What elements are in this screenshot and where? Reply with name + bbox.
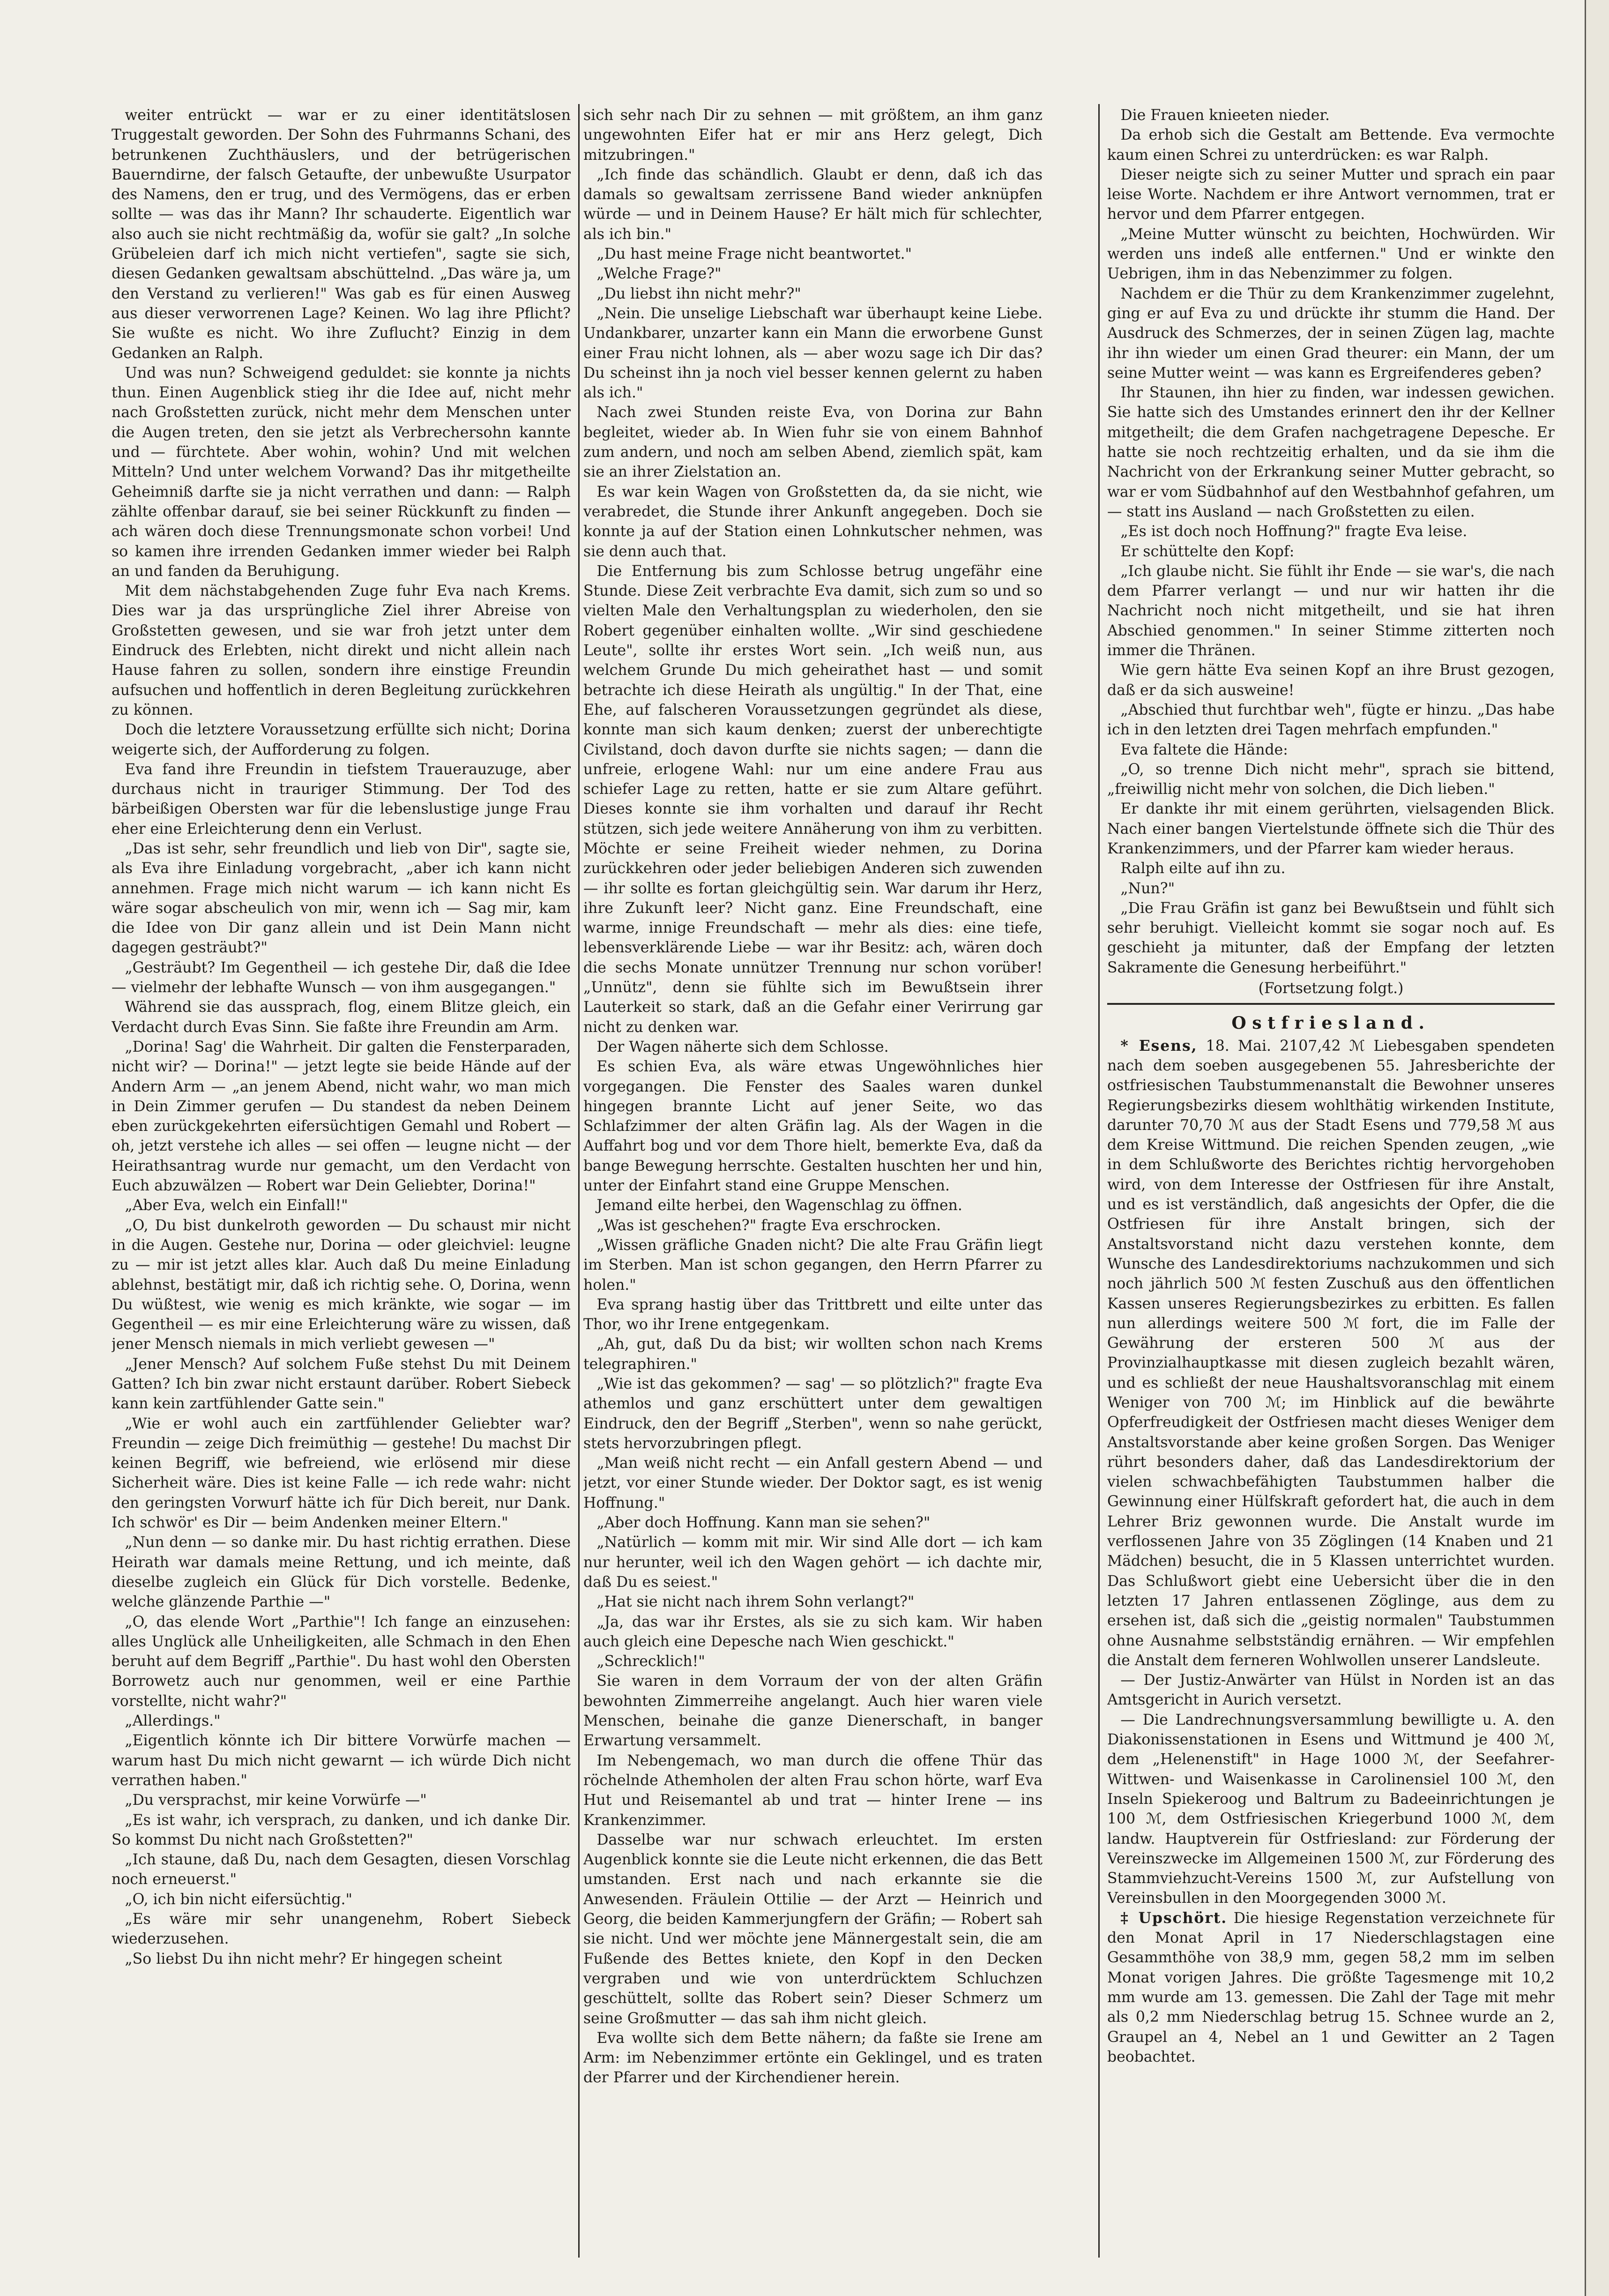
paragraph [583, 284, 1043, 304]
paragraph-text: 18. Mai. 2107,42 ℳ Liebesgaben spendeten nach dem soeben ausgegebenen 55. Jahresberichte der ostfriesischen Taubstummenanstalt die Bewohner unseres Regierungsbezirks diesem wohlthätig wirkenden Institute, darunter 70,70 ℳ aus der Stadt Esens und 779,58 ℳ aus dem Kreise Wittmund. Die reichen Spenden zeugen, „wie in dem Schlußworte des Berichtes richtig hervorgehoben wird, von dem Interesse der Ostfriesen für ihre Anstalt, und es ist verständlich, daß angesichts der Opfer, die die Ostfriesen für ihre Anstalt bringen, sich der Anstaltsvorstand nicht dazu verstehen konnte, dem Wunsche des Landesdirektoriums nachzukommen und sich noch jährlich 500 ℳ festen Zuschuß aus den öffentlichen Kassen unseres Regierungsbezirkes zu erbitten. Es fallen nun allerdings weitere 500 ℳ fort, die im Falle der Gewährung der ersteren 500 ℳ aus der Provinzialhauptkasse mit diesen zugleich bezahlt wären, und es schließt der neue Haushaltsvoranschlag mit einem Weniger von 700 ℳ; im Hinblick auf die bewährte Opferfreudigkeit der Ostfriesen macht dieses Weniger dem Anstaltsvorstande aber keine großen Sorgen. Das Weniger rührt besonders daher, daß das Landesdirektorium der vielen schwachbefähigten Taubstummen halber die Gewinnung einer Hülfskraft gefordert hat, die auch in dem Lehrer Briz gewonnen wurde. Die Anstalt wurde im verflossenen Jahre von 35 Zöglingen (14 Knaben und 21 Mädchen) besucht, die in 5 Klassen unterrichtet wurden. Das Schlußwort giebt eine Uebersicht über die in den letzten 17 Jahren entlassenen Zöglinge, aus dem zu ersehen ist, daß sich die „geistig normalen" Taubstummen ohne Ausnahme selbstständig ernähren. — Wir empfehlen die Anstalt dem ferneren Wohlwollen unserer Landsleute. [1107, 1037, 1555, 1669]
paragraph [1107, 284, 1555, 383]
paragraph [112, 760, 571, 839]
paragraph-text: „Ich glaube nicht. Sie fühlt ihr Ende — sie war's, die nach dem Pfarrer verlangt — und nur wir hatten ihr die Nachricht noch nicht mitgetheilt, und sie hat ihren Abschied genommen." In seiner Stimme zitterten noch immer die Thränen. [1107, 562, 1555, 659]
section-title: Ostfriesland. [1231, 1013, 1430, 1033]
paragraph [583, 165, 1043, 244]
paragraph [1107, 740, 1555, 760]
paragraph [583, 264, 1043, 284]
paragraph [112, 1850, 571, 1890]
paragraph-text: Dieser neigte sich zu seiner Mutter und sprach ein paar leise Worte. Nachdem er ihre Antwort vernommen, trat er hervor und dem Pfarrer entgegen. [1107, 166, 1555, 223]
section-separator [1107, 1003, 1555, 1005]
paragraph-text: „Man weiß nicht recht — ein Anfall gestern Abend — und jetzt, vor einer Stunde wieder. Der Doktor sagt, es ist wenig Hoffnung." [583, 1455, 1043, 1511]
paragraph-text: „Du versprachst, mir keine Vorwürfe —" [125, 1792, 427, 1809]
paragraph-text: Eva faltete die Hände: [1120, 741, 1288, 758]
paragraph [112, 1612, 571, 1711]
paragraph-text: „Schrecklich!" [596, 1653, 705, 1670]
paragraph [1107, 859, 1555, 878]
paragraph-text: „Ich finde das schändlich. Glaubt er denn, daß ich das damals so gewaltsam zerrissene Band wieder anknüpfen würde — und in Deinem Hause? Er hält mich für schlechter, als ich bin." [583, 166, 1043, 243]
paragraph [112, 1711, 571, 1731]
paragraph-text: Eva sprang hastig über das Trittbrett und eilte unter das Thor, wo ihr Irene entgegenkam. [583, 1296, 1043, 1333]
paragraph [112, 105, 571, 363]
paragraph-text: „O, ich bin nicht eifersüchtig." [125, 1891, 353, 1908]
dateline: * Esens, [1120, 1037, 1198, 1055]
paragraph-text: „Aber doch Hoffnung. Kann man sie sehen?" [596, 1514, 931, 1532]
paragraph-text: Nach zwei Stunden reiste Eva, von Dorina zur Bahn begleitet, wieder ab. In Wien fuhr sie von einem Bahnhof zum andern, und noch am selben Abend, ziemlich spät, kam sie an ihrer Zielstation an. [583, 404, 1043, 481]
paragraph [583, 482, 1043, 561]
paragraph-text: weiter entrückt — war er zu einer identitätslosen Truggestalt geworden. Der Sohn des Fuhrmanns Schani, des betrunkenen Zuchthäuslers, und der betrügerischen Bauerndirne, der falsch Getaufte, der unbewußte Usurpator des Namens, den er trug, und des Vermögens, das er erben sollte — was das ihr Mann? Ihr schauderte. Eigentlich war also auch sie nicht rechtmäßig da, wofür sie galt? „In solche Grübeleien darf ich mich nicht vertiefen", sagte sie sich, diesen Gedanken gewaltsam abschüttelnd. „Das wäre ja, um den Verstand zu verlieren!" Was gab es für einen Ausweg aus dieser verworrenen Lage? Keinen. Wo lag ihre Pflicht? Sie wußte es nicht. Wo ihre Zuflucht? Einzig in dem Gedanken an Ralph. [112, 107, 571, 362]
paragraph-text: „Ah, gut, daß Du da bist; wir wollten schon nach Krems telegraphiren." [583, 1336, 1043, 1373]
paragraph [583, 244, 1043, 264]
regional-news [1107, 1036, 1555, 2067]
serial-novel-ending [1107, 105, 1555, 978]
page-edge [1585, 0, 1609, 2296]
paragraph [583, 1295, 1043, 1335]
paragraph [112, 839, 571, 958]
paragraph-text: „Was ist geschehen?" fragte Eva erschrocken. [596, 1217, 941, 1234]
paragraph-text: „Das ist sehr, sehr freundlich und lieb von Dir", sagte sie, als Eva ihre Einladung vorgebracht, „aber ich kann nicht annehmen. Frage mich nicht warum — ich kann nicht Es wäre sogar abscheulich von mir, wenn ich — Sag mir, kam die Idee von Dir ganz allein und ist Dein Mann nicht dagegen gesträubt?" [112, 840, 571, 957]
paragraph-text: Ralph eilte auf ihn zu. [1120, 860, 1286, 877]
paragraph-text: Es schien Eva, als wäre etwas Ungewöhnliches hier vorgegangen. Die Fenster des Saales waren dunkel hingegen brannte Licht auf jener Seite, wo das Schlafzimmer der alten Gräfin lag. Als der Wagen in die Auffahrt bog und vor dem Thore hielt, bemerkte Eva, daß da bange Bewegung herrschte. Gestalten huschten her und hin, unter der Einfahrt stand eine Gruppe Menschen. [583, 1058, 1043, 1195]
paragraph-text: „Nun denn — so danke mir. Du hast richtig errathen. Diese Heirath war damals meine Rettung, und ich meinte, daß dieselbe zugleich ein Glück für Dich vorstelle. Bedenke, welche glänzende Parthie —" [112, 1534, 571, 1611]
paragraph-text: „Dorina! Sag' die Wahrheit. Dir galten die Fensterparaden, nicht wir? — Dorina!" — jetzt legte sie beide Hände auf der Andern Arm — „an jenem Abend, nicht wahr, wo man mich in Dein Zimmer gerufen — Du standest da neben Deinem eben zurückgekehrten eifersüchtigen Gemahl und Robert — oh, jetzt verstehe ich alles — sei offen — leugne nicht — der Heirathsantrag wurde nur gemacht, um den Verdacht von Euch abzuwälzen — Robert war Dein Geliebter, Dorina!" [112, 1038, 571, 1195]
paragraph [1107, 1908, 1555, 2067]
paragraph [1107, 660, 1555, 700]
paragraph [1107, 165, 1555, 224]
paragraph [583, 1671, 1043, 1750]
paragraph-text: Die Entfernung bis zum Schlosse betrug ungefähr eine Stunde. Diese Zeit verbrachte Eva damit, sich zum so und so vielten Male den Verhaltungsplan zu wiederholen, den sie Robert gegenüber einhalten wollte. „Wir sind geschiedene Leute", sollte ihr erstes Wort sein. „Ich weiß nun, aus welchem Grunde Du mich geheirathet hast — und somit betrachte ich diese Heirath als ungültig." In der That, eine Ehe, auf falscheren Voraussetzungen gegründet als diese, konnte man sich kaum denken; zuerst der unberechtigte Civilstand, doch davon durfte sie nichts sagen; — dann die unfreie, erlogene Wahl: nur um eine andere Frau aus schiefer Lage zu retten, hatte er sie zum Altare geführt. Dieses konnte sie ihm vorhalten und darauf ihr Recht stützen, sich jede weitere Annäherung von ihm zu verbitten. Möchte er seine Freiheit wieder nehmen, zu Dorina zurückkehren oder jeder beliebigen Anderen sich zuwenden — ihr sollte es fortan gleichgültig sein. War darum ihr Herz, ihre Zukunft leer? Nicht ganz. Eine Freundschaft, eine warme, innige Freundschaft — mehr als dies: eine tiefe, lebensverklärende Liebe — war ihr Besitz: ach, wären doch die sechs Monate unnützer Trennung nur schon vorüber! „Unnütz", denn sie fühlte sich im Bewußtsein ihrer Lauterkeit so stark, daß an die Gefahr einer Verirrung gar nicht zu denken war. [583, 562, 1043, 1036]
paragraph [1107, 105, 1555, 125]
paragraph-text: Er schüttelte den Kopf: [1120, 543, 1295, 560]
paragraph [583, 2028, 1043, 2088]
paragraph-text: Er dankte ihr mit einem gerührten, vielsagenden Blick. Nach einer bangen Viertelstunde öffnete sich die Thür des Krankenzimmers, und der Pfarrer kam wieder heraus. [1107, 800, 1555, 857]
paragraph-text: „Ja, das war ihr Erstes, als sie zu sich kam. Wir haben auch gleich eine Depesche nach Wien geschickt." [583, 1613, 1043, 1650]
paragraph [112, 1414, 571, 1533]
paragraph-text: Während sie das aussprach, flog, einem Blitze gleich, ein Verdacht durch Evas Sinn. Sie faßte ihre Freundin am Arm. [112, 999, 571, 1036]
paragraph [583, 1334, 1043, 1374]
paragraph [583, 1652, 1043, 1671]
paragraph-text: Es war kein Wagen von Großstetten da, da sie nicht, wie verabredet, die Stunde ihrer Ankunft angegeben. Doch sie konnte ja auf der Station einen Lohnkutscher nehmen, was sie denn auch that. [583, 483, 1043, 560]
paragraph [112, 1890, 571, 1909]
paragraph-text: Sie waren in dem Vorraum der von der alten Gräfin bewohnten Zimmerreihe angelangt. Auch hier waren viele Menschen, beinahe die ganze Dienerschaft, in banger Erwartung versammelt. [583, 1673, 1043, 1750]
paragraph [583, 1216, 1043, 1235]
paragraph-text: Eva wollte sich dem Bette nähern; da faßte sie Irene am Arm: im Nebenzimmer ertönte ein Geklingel, und es traten der Pfarrer und der Kirchendiener herein. [583, 2029, 1043, 2087]
paragraph-text: „Du hast meine Frage nicht beantwortet." [596, 246, 912, 263]
paragraph [112, 581, 571, 720]
paragraph [1107, 1036, 1555, 1671]
paragraph-text: Der Wagen näherte sich dem Schlosse. [596, 1038, 889, 1055]
paragraph-text: „So liebst Du ihn nicht mehr? Er hingegen scheint [125, 1950, 502, 1967]
paragraph-text: „Es ist wahr, ich versprach, zu danken, und ich danke Dir. So kommst Du nicht nach Großstetten?" [112, 1811, 571, 1848]
paragraph [112, 1909, 571, 1949]
paragraph [583, 1037, 1043, 1057]
paragraph [583, 561, 1043, 1037]
paragraph [112, 1216, 571, 1354]
continuation-note: (Fortsetzung folgt.) [1258, 980, 1404, 997]
paragraph [1107, 760, 1555, 800]
paragraph [1107, 224, 1555, 284]
paragraph-text: „Jener Mensch? Auf solchem Fuße stehst Du mit Deinem Gatten? Ich bin zwar nicht erstaunt darüber. Robert Siebeck kann kein zartfühlender Gatte sein." [112, 1355, 571, 1413]
column-rule [578, 104, 580, 2258]
paragraph-text: — Die Landrechnungsversammlung bewilligte u. A. den Diakonissenstationen in Esens und Wittmund je 400 ℳ, dem „Helenenstift" in Hage 1000 ℳ, der Seefahrer-Wittwen- und Waisenkasse in Carolinensiel 100 ℳ, den Inseln Spiekeroog und Baltrum zu Badeeinrichtungen je 100 ℳ, dem Ostfriesischen Kriegerbund 1000 ℳ, dem landw. Hauptverein für Ostfriesland: zur Förderung der Vereinszwecke im Allgemeinen 1500 ℳ, zur Förderung des Stammviehzucht-Vereins 1500 ℳ, zur Aufstellung von Vereinsbullen in den Moorgegenden 3000 ℳ. [1107, 1711, 1555, 1907]
paragraph [112, 1731, 571, 1790]
paragraph-text: „Die Frau Gräfin ist ganz bei Bewußtsein und fühlt sich sehr beruhigt. Vielleicht kommt sie sogar noch auf. Es geschieht ja mitunter, daß der Empfang der letzten Sakramente die Genesung herbeiführt." [1107, 899, 1555, 976]
paragraph-text: „Meine Mutter wünscht zu beichten, Hochwürden. Wir werden uns indeß alle entfernen." Und er winkte den Uebrigen, ihm in das Nebenzimmer zu folgen. [1107, 225, 1555, 283]
paragraph-text: Nachdem er die Thür zu dem Krankenzimmer zugelehnt, ging er auf Eva zu und drückte ihr stumm die Hand. Der Ausdruck des Schmerzes, der in seinen Zügen lag, machte ihr ihn wieder um einen Grad theurer: ein Mann, der um seine Mutter weint — was kann es Ergreifenderes geben? [1107, 285, 1555, 381]
paragraph [583, 1612, 1043, 1652]
paragraph-text: „Es ist doch noch Hoffnung?" fragte Eva leise. [1120, 523, 1467, 540]
paragraph [1107, 561, 1555, 660]
paragraph-text: „O, so trenne Dich nicht mehr", sprach sie bittend, „freiwillig nicht mehr von solchen, die Dich lieben." [1107, 761, 1555, 798]
paragraph-text: „Aber Eva, welch ein Einfall!" [125, 1197, 348, 1214]
paragraph-text: „Wie ist das gekommen? — sag' — so plötzlich?" fragte Eva athemlos und ganz erschüttert unter dem gewaltigen Eindruck, den der Begriff „Sterben", wenn so nahe gerückt, stets hervorzubringen pflegt. [583, 1376, 1043, 1452]
paragraph [1107, 1670, 1555, 1710]
paragraph [583, 1513, 1043, 1533]
paragraph [583, 403, 1043, 482]
paragraph-text: „Es wäre mir sehr unangenehm, Robert Siebeck wiederzusehen. [112, 1911, 571, 1948]
paragraph [583, 1751, 1043, 1830]
paragraph [1107, 522, 1555, 541]
paragraph-text: „Ich staune, daß Du, nach dem Gesagten, diesen Vorschlag noch erneuerst." [112, 1851, 571, 1888]
paragraph-text: „O, das elende Wort „Parthie"! Ich fange an einzusehen: alles Unglück alle Unheiligkeiten, alle Schmach in den Ehen beruht auf dem Begriff „Parthie". Du hast wohl den Obersten Borrowetz auch nur genommen, weil er eine Parthie vorstellte, nicht wahr?" [112, 1613, 571, 1710]
paragraph [1107, 542, 1555, 561]
column-3 [1107, 105, 1555, 2243]
paragraph-text: „Eigentlich könnte ich Dir bittere Vorwürfe machen — warum hast Du mich nicht gewarnt — ich würde Dich nicht verrathen haben." [112, 1732, 571, 1789]
paragraph [112, 1354, 571, 1414]
paragraph-text: „Gesträubt? Im Gegentheil — ich gestehe Dir, daß die Idee — vielmehr der lebhafte Wunsch — von ihm ausgegangen." [112, 959, 571, 996]
paragraph [112, 1037, 571, 1196]
paragraph-text: „Du liebst ihn nicht mehr?" [596, 285, 801, 302]
paragraph [583, 105, 1043, 165]
paragraph [112, 958, 571, 998]
paragraph [112, 1196, 571, 1215]
paragraph-text: „O, Du bist dunkelroth geworden — Du schaust mir nicht in die Augen. Gestehe nur, Dorina — oder gleichviel: leugne zu — mir ist jetzt alles klar. Auch daß Du meine Einladung ablehnst, bestätigt mir, daß ich richtig sehe. O, Dorina, wenn Du wüßtest, wie wenig es mich kränkte, wie sogar — im Gegentheil — es mir eine Erleichterung wäre zu wissen, daß jener Mensch niemals in mich verliebt gewesen —" [112, 1217, 571, 1353]
paragraph [112, 720, 571, 760]
paragraph-text: Jemand eilte herbei, den Wagenschlag zu öffnen. [596, 1197, 962, 1214]
paragraph [583, 1453, 1043, 1513]
paragraph-text: Eva fand ihre Freundin in tiefstem Trauerauzuge, aber durchaus nicht in trauriger Stimmung. Der Tod des bärbeißigen Obersten war für die lebenslustige junge Frau eher eine Erleichterung denn ein Verlust. [112, 761, 571, 838]
paragraph-text: „Wissen gräfliche Gnaden nicht? Die alte Frau Gräfin liegt im Sterben. Man ist schon gegangen, den Herrn Pfarrer zu holen." [583, 1236, 1043, 1294]
paragraph-text: Wie gern hätte Eva seinen Kopf an ihre Brust gezogen, daß er da sich ausweine! [1107, 662, 1555, 699]
paragraph-text: „Hat sie nicht nach ihrem Sohn verlangt?" [596, 1593, 915, 1611]
paragraph [583, 1057, 1043, 1196]
paragraph [583, 1592, 1043, 1612]
paragraph-text: Dasselbe war nur schwach erleuchtet. Im ersten Augenblick konnte sie die Leute nicht erkennen, die das Bett umstanden. Erst nach und nach erkannte sie die Anwesenden. Fräulein Ottilie — der Arzt — Heinrich und Georg, die beiden Kammerjungfern der Gräfin; — Robert sah sie nicht. Und wer möchte jene Männergestalt sein, die am Fußende des Bettes kniete, den Kopf in den Decken vergraben und wie von unterdrücktem Schluchzen geschüttelt, sollte das Robert sein? Dieser Schmerz um seine Großmutter — das sah ihm nicht gleich. [583, 1831, 1043, 2027]
paragraph-text: Die Frauen knieeten nieder. [1120, 107, 1330, 124]
paragraph-text: Da erhob sich die Gestalt am Bettende. Eva vermochte kaum einen Schrei zu unterdrücken: es war Ralph. [1107, 127, 1555, 164]
paragraph [583, 1533, 1043, 1592]
paragraph-text: „Wie er wohl auch ein zartfühlender Geliebter war? Freundin — zeige Dich freimüthig — gestehe! Du machst Dir keinen Begriff, wie befreiend, wie erlösend mir diese Sicherheit wäre. Dies ist keine Falle — ich rede wahr: nicht den geringsten Vorwurf hätte ich für Dich bereit, nur Dank. Ich schwör' es Dir — beim Andenken meiner Eltern." [112, 1415, 571, 1532]
paragraph [1107, 898, 1555, 978]
paragraph-text: „Nun?" [1120, 880, 1175, 897]
paragraph-text: Mit dem nächstabgehenden Zuge fuhr Eva nach Krems. Dies war ja das ursprüngliche Ziel ihrer Abreise von Großstetten gewesen, und sie war froh jetzt unter dem Eindruck des Erlebten, nicht direkt und nicht allein nach Hause fahren zu sollen, sondern ihre einstige Freundin aufsuchen und hoffentlich in deren Begleitung zurückkehren zu können. [112, 583, 571, 718]
paragraph-text: „Welche Frage?" [596, 265, 722, 283]
paragraph [1107, 383, 1555, 522]
paragraph-text: Ihr Staunen, ihn hier zu finden, war indessen gewichen. Sie hatte sich des Umstandes erinnert den ihr der Kellner mitgetheilt; die dem Grafen nachgetragene Depesche. Er hatte sie noch rechtzeitig erhalten, und da sie ihm die Nachricht von der Erkrankung seiner Mutter gebracht, so war er vom Südbahnhof auf den Westbahnhof gefahren, um — statt ins Ausland — nach Großstetten zu eilen. [1107, 384, 1555, 520]
paragraph-text: Doch die letztere Voraussetzung erfüllte sich nicht; Dorina weigerte sich, der Aufforderung zu folgen. [112, 721, 571, 758]
column-1-serial-novel [112, 105, 571, 2243]
column-2-serial-novel [583, 105, 1043, 2243]
paragraph [112, 1810, 571, 1850]
paragraph [1107, 700, 1555, 740]
paragraph-text: Im Nebengemach, wo man durch die offene Thür das röchelnde Athemholen der alten Frau schon hörte, warf Eva Hut und Reisemantel ab und trat — hinter Irene — ins Krankenzimmer. [583, 1752, 1043, 1829]
paragraph-text: sich sehr nach Dir zu sehnen — mit größtem, an ihm ganz ungewohnten Eifer hat er mir ans Herz gelegt, Dich mitzubringen." [583, 107, 1043, 164]
paragraph [112, 1949, 571, 1969]
paragraph [1107, 879, 1555, 898]
paragraph-text: „Natürlich — komm mit mir. Wir sind Alle dort — ich kam nur herunter, weil ich den Wagen gehört — ich dachte mir, daß Du es seiest." [583, 1534, 1043, 1591]
paragraph [583, 304, 1043, 403]
paragraph-text: — Der Justiz-Anwärter van Hülst in Norden ist an das Amtsgericht in Aurich versetzt. [1107, 1672, 1555, 1709]
paragraph [112, 363, 571, 581]
paragraph-text: „Allerdings." [125, 1713, 221, 1730]
paragraph-text: Die hiesige Regenstation verzeichnete für den Monat April in 17 Niederschlagstagen eine Gesammthöhe von 38,9 mm, gegen 58,2 mm im selben Monat vorigen Jahres. Die größte Tagesmenge mit 10,2 mm wurde am 13. gemessen. Die Zahl der Tage mit mehr als 0,2 mm Niederschlag betrug 15. Schnee wurde an 2, Graupel an 4, Nebel an 1 und Gewitter an 2 Tagen beobachtet. [1107, 1909, 1555, 2065]
paragraph [1107, 1710, 1555, 1908]
paragraph-text: „Nein. Die unselige Liebschaft war überhaupt keine Liebe. Undankbarer, unzarter kann ein Mann die erworbene Gunst einer Frau nicht lohnen, als — aber wozu sage ich Dir das? Du scheinst ihn ja noch viel besser kennen gelernt zu haben als ich." [583, 305, 1043, 402]
paragraph [1107, 799, 1555, 859]
paragraph [583, 1830, 1043, 2028]
paragraph [112, 1790, 571, 1810]
dateline: ‡ Upschört. [1120, 1909, 1228, 1927]
paragraph-text: Und was nun? Schweigend geduldet: sie konnte ja nichts thun. Einen Augenblick stieg ihr die Idee auf, nicht mehr nach Großstetten zurück, nicht mehr dem Menschen unter die Augen treten, den sie jetzt als Verbrechersohn kannte und — fürchtete. Aber wohin, wohin? Und mit welchen Mitteln? Und unter welchem Vorwand? Das ihr mitgetheilte Geheimniß darfte sie ja nicht verrathen und dann: — Ralph zählte offenbar darauf, sie bei seiner Rückkunft zu finden — ach wären doch diese Trennungsmonate schon vorbei! Und so kamen ihre irrenden Gedanken immer wieder bei Ralph an und fanden da Beruhigung. [112, 364, 571, 580]
paragraph [112, 997, 571, 1037]
paragraph [583, 1374, 1043, 1453]
paragraph [583, 1196, 1043, 1215]
paragraph [112, 1533, 571, 1612]
paragraph-text: „Abschied thut furchtbar weh", fügte er hinzu. „Das habe ich in den letzten drei Tagen mehrfach empfunden." [1107, 701, 1555, 739]
paragraph [583, 1235, 1043, 1295]
column-rule [1098, 104, 1100, 2258]
paragraph [1107, 125, 1555, 165]
